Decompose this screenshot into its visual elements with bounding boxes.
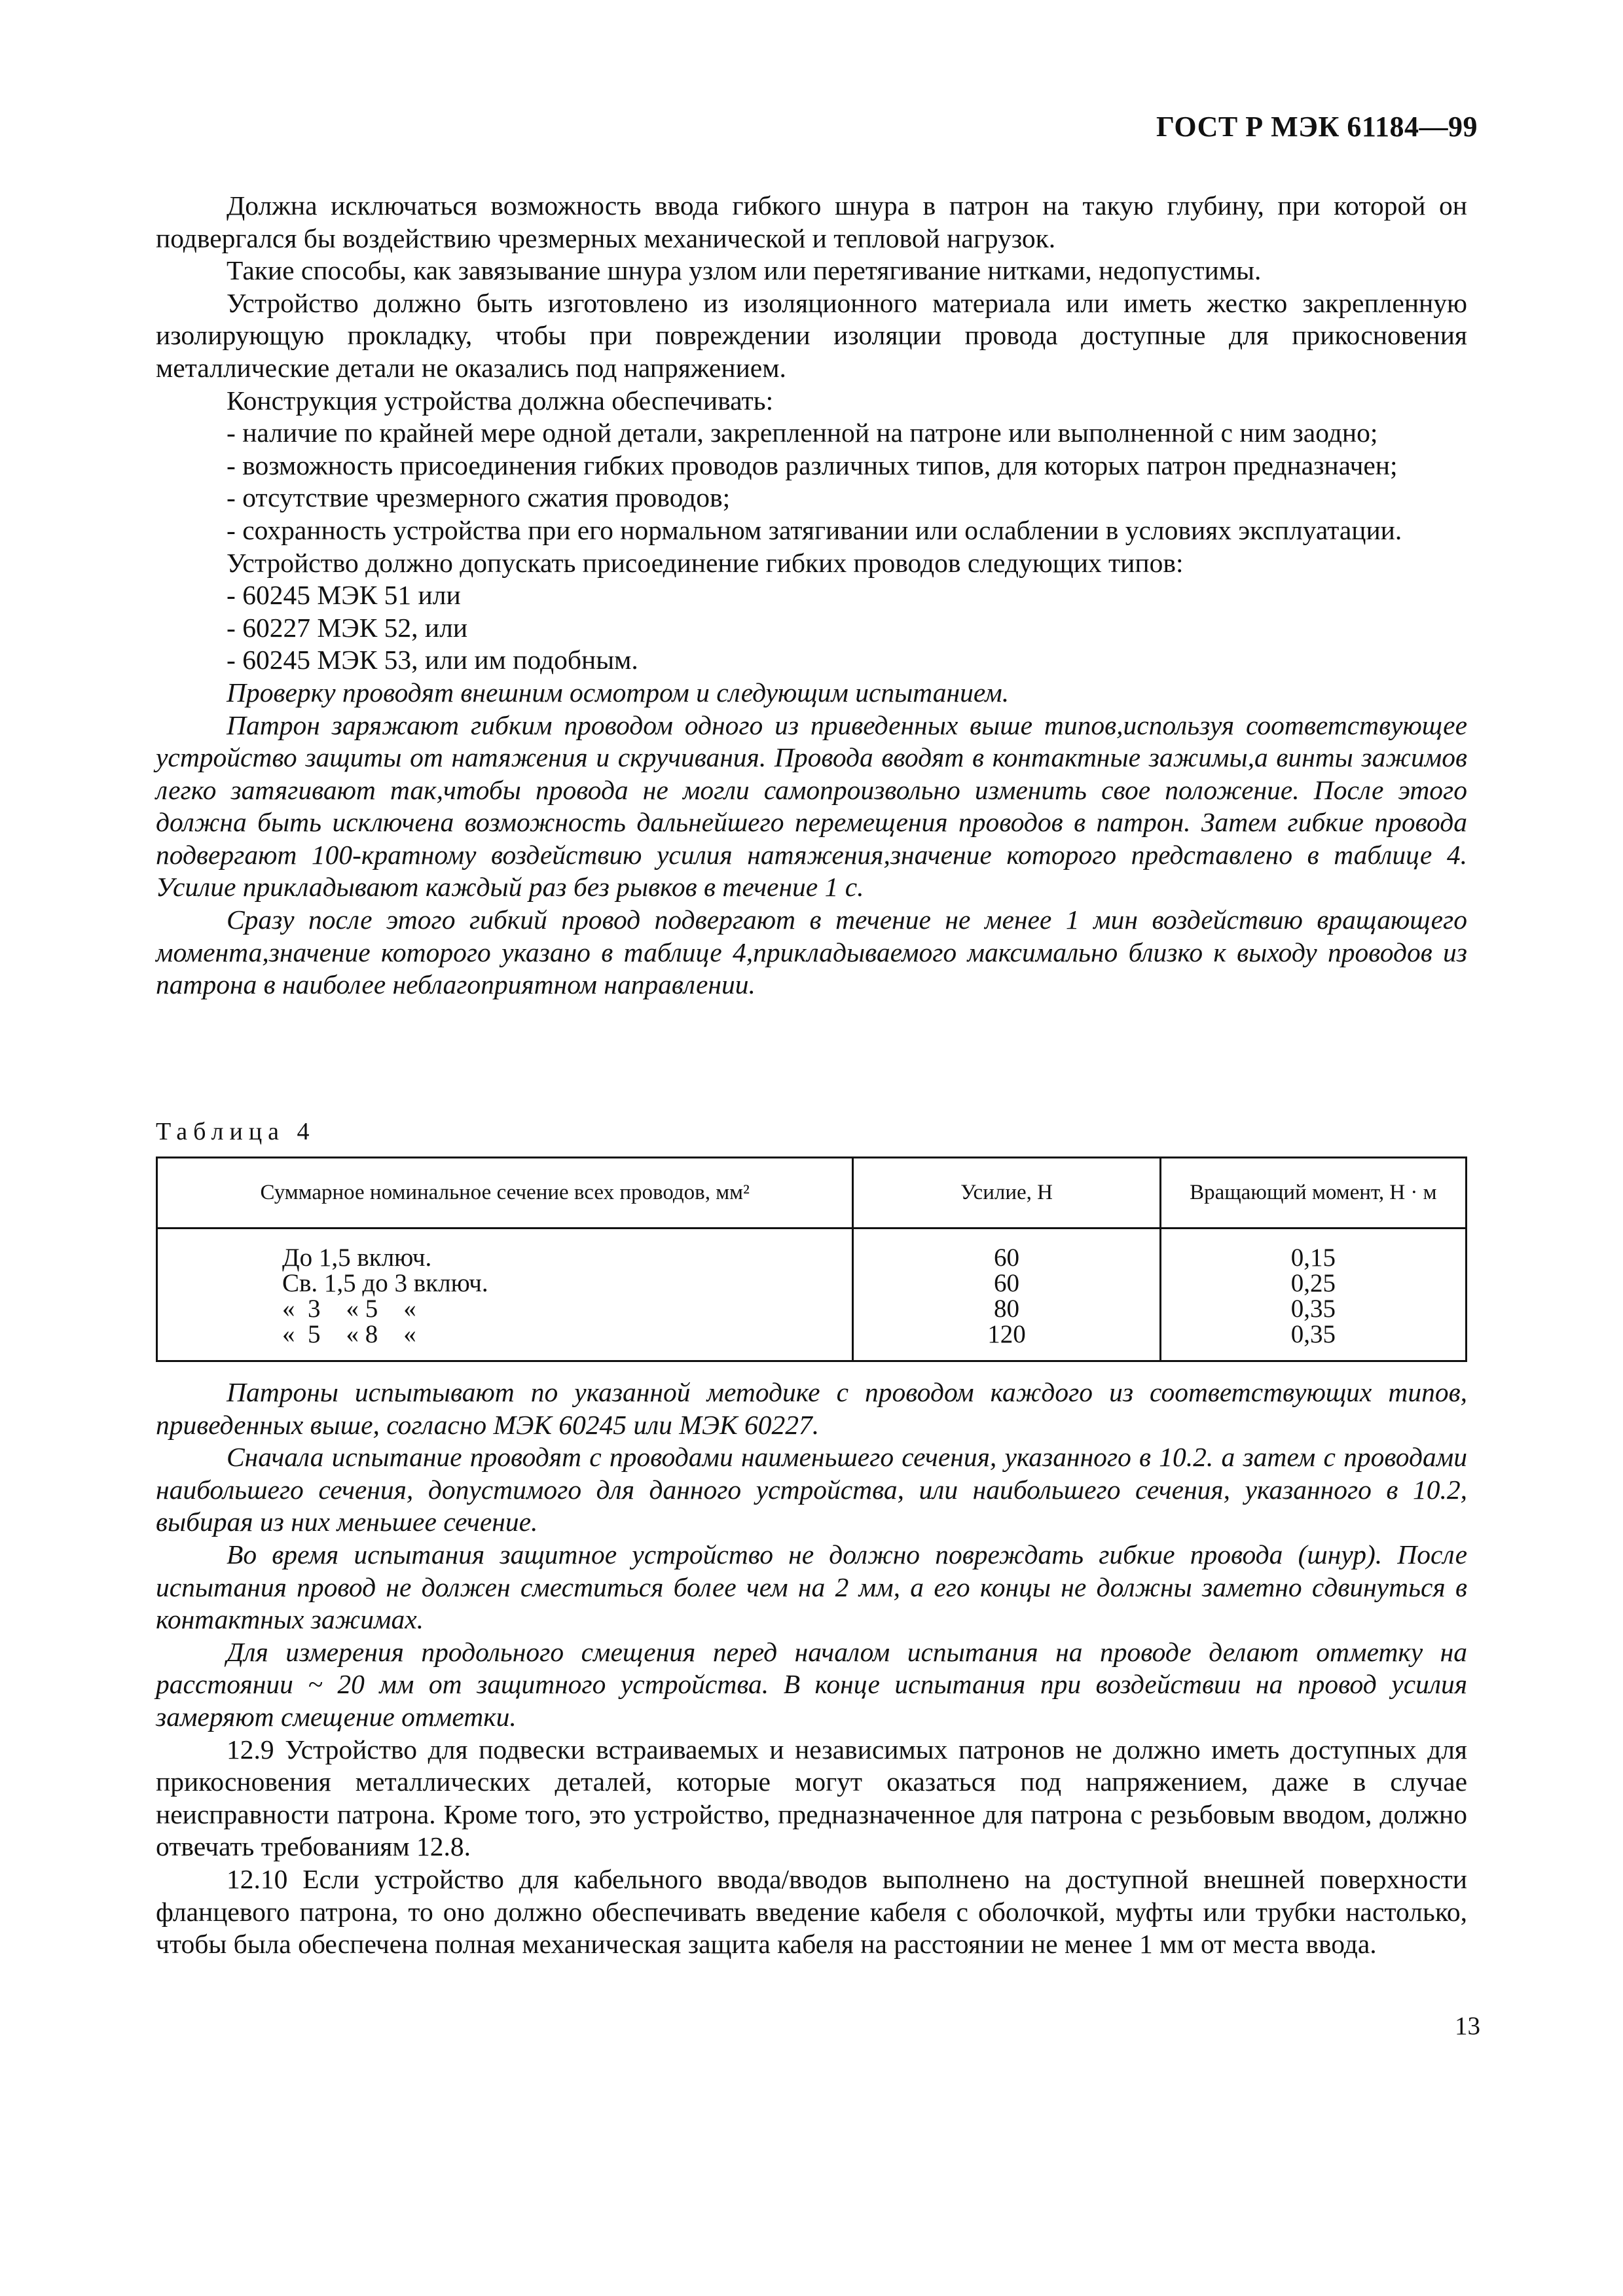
paragraph: Сразу после этого гибкий провод подвергают в течение не менее 1 мин воздействию вращающего момента,значение которого указано в таблице 4,прикладываемого максимально близко к выходу проводов из патрона в наиболее неблагоприятном направлении.	[156, 905, 1467, 1000]
paragraph: - 60245 МЭК 53, или им подобным.	[227, 645, 638, 675]
paragraph: Во время испытания защитное устройство не должно повреждать гибкие провода (шнур). После испытания провод не должен сместиться более чем на 2 мм, а его концы не должны заметно сдвинуться в контактных зажимах.	[156, 1539, 1467, 1635]
table-row	[157, 1296, 1467, 1321]
cell-torque: 0,25	[1160, 1270, 1466, 1296]
header-torque: Вращающий момент, Н · м	[1160, 1158, 1466, 1229]
paragraph: 12.9 Устройство для подвески встраиваемых и независимых патронов не должно иметь доступных для прикосновения металлических деталей, которые могут оказаться под напряжением, даже в случае неисправности патрона. Кроме того, это устройство, предназначенное для патрона с резьбовым вводом, должно отвечать требованиям 12.8.	[156, 1734, 1467, 1862]
paragraph: - отсутствие чрезмерного сжатия проводов;	[227, 482, 731, 513]
paragraph: Конструкция устройства должна обеспечивать:	[227, 385, 774, 416]
cell-force: 80	[853, 1296, 1160, 1321]
paragraph: - 60245 МЭК 51 или	[227, 580, 461, 611]
paragraph: - наличие по крайней мере одной детали, закрепленной на патроне или выполненной с ним заодно;	[227, 418, 1378, 448]
paragraph: Патрон заряжают гибким проводом одного из приведенных выше типов,используя соответствующее устройство защиты от натяжения и скручивания. Провода вводят в контактные зажимы,а винты зажимов легко затягивают так,чтобы провода не могли самопроизвольно изменить свое положение. После этого должна быть исключена возможность дальнейшего перемещения проводов в патрон. Затем гибкие провода подвергают 100-кратному воздействию усилия натяжения,значение которого представлено в таблице 4. Усилие прикладывают каждый раз без рывков в течение 1 с.	[156, 709, 1467, 903]
cell-cross-section: Св. 1,5 до 3 включ.	[282, 1269, 488, 1297]
cell-cross-section: До 1,5 включ.	[282, 1244, 432, 1272]
paragraph: Такие способы, как завязывание шнура узлом или перетягивание нитками, недопустимы.	[227, 255, 1262, 286]
paragraph: Устройство должно допускать присоединение гибких проводов следующих типов:	[227, 547, 1184, 578]
table-row	[157, 1270, 1467, 1296]
body-text-top	[156, 190, 1467, 1001]
cell-force: 60	[853, 1270, 1160, 1296]
paragraph: Патроны испытывают по указанной методике с проводом каждого из соответствующих типов, приведенных выше, согласно МЭК 60245 или МЭК 60227.	[156, 1377, 1467, 1440]
paragraph: Должна исключаться возможность ввода гибкого шнура в патрон на такую глубину, при которой он подвергался бы воздействию чрезмерных механической и тепловой нагрузок.	[156, 190, 1467, 253]
body-text-bottom	[156, 1376, 1467, 1961]
header-cross-section: Суммарное номинальное сечение всех проводов, мм²	[157, 1158, 853, 1229]
cell-cross-section: « 3 « 5 «	[282, 1295, 416, 1323]
table-header-row	[157, 1158, 1467, 1229]
paragraph: - 60227 МЭК 52, или	[227, 612, 468, 643]
paragraph: - сохранность устройства при его нормальном затягивании или ослаблении в условиях эксплуатации.	[227, 514, 1402, 545]
table-row	[157, 1321, 1467, 1361]
paragraph: Проверку проводят внешним осмотром и следующим испытанием.	[227, 677, 1010, 708]
paragraph: - возможность присоединения гибких проводов различных типов, для которых патрон предназначен;	[227, 450, 1398, 480]
paragraph: 12.10 Если устройство для кабельного ввода/вводов выполнено на доступной внешней поверхности фланцевого патрона, то оно должно обеспечивать введение кабеля с оболочкой, муфты или трубки настолько, чтобы была обеспечена полная механическая защита кабеля на расстоянии не менее 1 мм от места ввода.	[156, 1863, 1467, 1960]
table-4	[156, 1157, 1467, 1362]
cell-torque: 0,35	[1160, 1296, 1466, 1321]
paragraph: Для измерения продольного смещения перед началом испытания на проводе делают отметку на расстоянии ~ 20 мм от защитного устройства. В конце испытания при воздействии на провод усилия замеряют смещение отметки.	[156, 1636, 1467, 1732]
table-caption: Таблица 4	[156, 1118, 316, 1145]
paragraph: Сначала испытание проводят с проводами наименьшего сечения, указанного в 10.2. а затем с проводами наибольшего сечения, допустимого для данного устройства, или наибольшего сечения, указанного в 10.2, выбирая из них меньшее сечение.	[156, 1442, 1467, 1537]
cell-cross-section: « 5 « 8 «	[282, 1320, 416, 1348]
table-row	[157, 1229, 1467, 1271]
cell-force: 120	[853, 1321, 1160, 1361]
header-force: Усилие, Н	[853, 1158, 1160, 1229]
document-header: ГОСТ Р МЭК 61184—99	[1156, 111, 1478, 143]
page-number: 13	[1455, 2012, 1480, 2040]
paragraph: Устройство должно быть изготовлено из изоляционного материала или иметь жестко закрепленную изолирующую прокладку, чтобы при повреждении изоляции провода доступные для прикосновения металлические детали не оказались под напряжением.	[156, 287, 1467, 383]
cell-torque: 0,35	[1160, 1321, 1466, 1361]
cell-force: 60	[853, 1229, 1160, 1271]
cell-torque: 0,15	[1160, 1229, 1466, 1271]
